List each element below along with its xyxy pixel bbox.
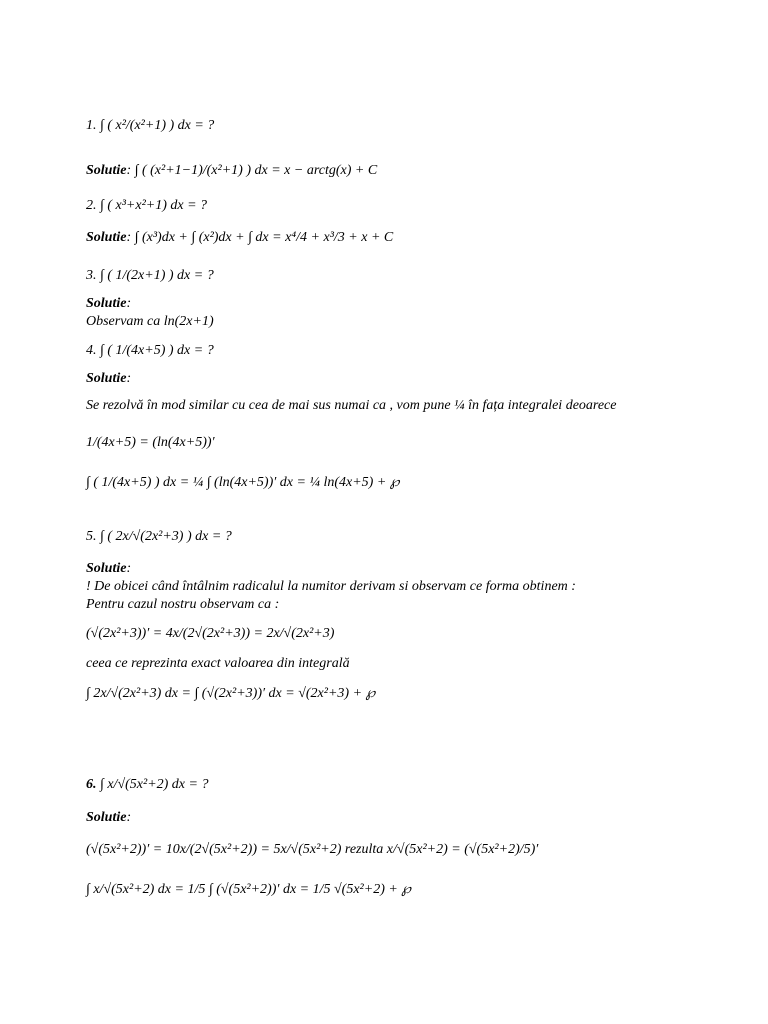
problem-6 [86,777,208,793]
problem-1: 1. ∫ ( x²/(x²+1) ) dx = ? [86,118,215,133]
solution-1-expr: : ∫ ( (x²+1−1)/(x²+1) ) dx = x − arctg(x) + C [126,163,378,178]
solution-label: Solutie [86,230,127,245]
problem-2: 2. ∫ ( x³+x²+1) dx = ? [86,198,208,213]
colon: : [126,810,132,825]
colon: : [126,561,132,576]
solution-5-note2: Pentru cazul nostru observam ca : [86,597,280,612]
problem-6-expr: ∫ x/√(5x²+2) dx = ? [100,777,209,792]
solution-2-expr: : ∫ (x³)dx + ∫ (x²)dx + ∫ dx = x⁴/4 + x³/3 + x + C [126,230,394,245]
solution-4-eq2: ∫ ( 1/(4x+5) ) dx = ¼ ∫ (ln(4x+5))′ dx = ¼ ln(4x+5) + ℘ [86,475,400,490]
solution-6-eq2: ∫ x/√(5x²+2) dx = 1/5 ∫ (√(5x²+2))′ dx = 1/5 √(5x²+2) + ℘ [86,882,412,897]
solution-5-eq2: ∫ 2x/√(2x²+3) dx = ∫ (√(2x²+3))′ dx = √(2x²+3) + ℘ [86,686,376,701]
colon: : [126,371,132,386]
solution-5-eq1: (√(2x²+3))′ = 4x/(2√(2x²+3)) = 2x/√(2x²+3) [86,626,335,641]
solution-5-note: ! De obicei când întâlnim radicalul la numitor derivam si observam ce forma obtinem : [86,579,576,594]
solution-label: Solutie [86,810,127,825]
problem-4: 4. ∫ ( 1/(4x+5) ) dx = ? [86,343,214,358]
solution-6-header [86,810,131,826]
problem-3: 3. ∫ ( 1/(2x+1) ) dx = ? [86,268,214,283]
solution-label: Solutie [86,561,127,576]
solution-3-text: Observam ca ln(2x+1) [86,314,214,329]
solution-label: Solutie [86,371,127,386]
solution-6-eq1: (√(5x²+2))′ = 10x/(2√(5x²+2)) = 5x/√(5x²+2) rezulta x/√(5x²+2) = (√(5x²+2)/5)′ [86,842,539,857]
solution-4-header [86,371,131,387]
solution-5-header [86,561,131,577]
colon: : [126,296,132,311]
solution-1 [86,163,377,179]
solution-label: Solutie [86,296,127,311]
solution-4-eq1: 1/(4x+5) = (ln(4x+5))′ [86,435,215,450]
problem-5: 5. ∫ ( 2x/√(2x²+3) ) dx = ? [86,529,232,544]
solution-3-header [86,296,131,312]
solution-5-note3: ceea ce reprezinta exact valoarea din integrală [86,656,350,671]
problem-6-number: 6. [86,777,97,792]
solution-2 [86,230,393,246]
solution-label: Solutie [86,163,127,178]
solution-4-text: Se rezolvă în mod similar cu cea de mai sus numai ca , vom pune ¼ în fața integralei deoarece [86,398,617,413]
